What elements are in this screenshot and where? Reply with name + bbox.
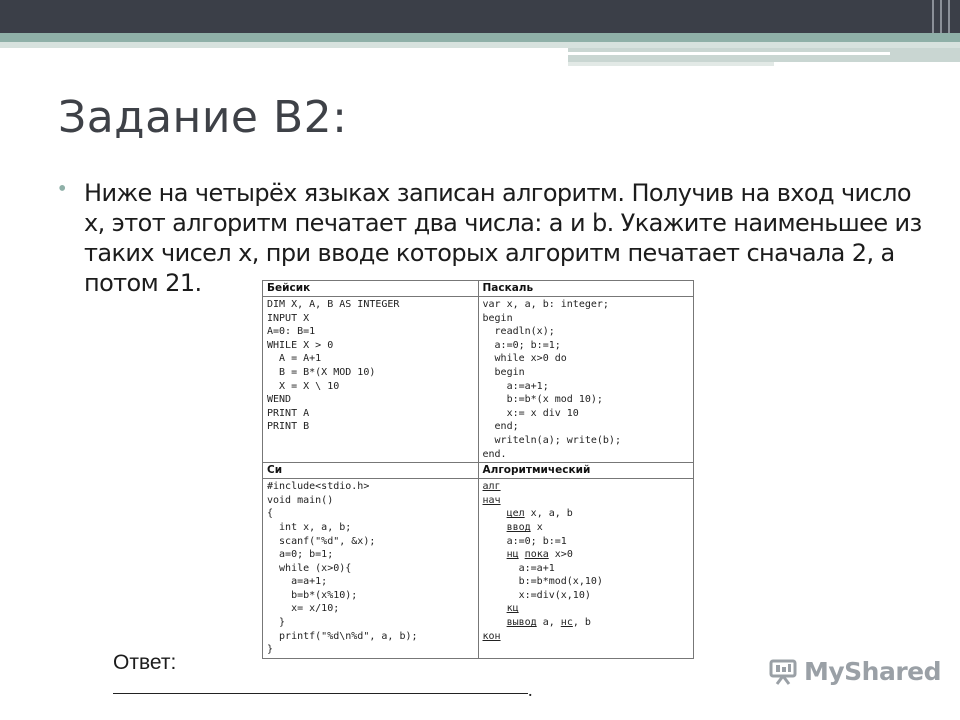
algo-keyword: нач xyxy=(482,494,501,506)
algo-text: b:=b*mod(x,10) xyxy=(518,576,603,588)
code-pascal: var x, a, b: integer; begin readln(x); a:=0; b:=1; while x>0 do begin a:=a+1; b:=b*(x mod 10); x:= x div 10 end; writeln(a); write(b); end. xyxy=(482,299,621,460)
header-bar xyxy=(0,0,960,33)
header-algorithmic: Алгоритмический xyxy=(478,463,694,479)
algo-keyword: алг xyxy=(482,481,501,493)
algo-text: x xyxy=(530,521,543,533)
paragraph-line: таких чисел x, при вводе которых алгоритм печатает сначала 2, а xyxy=(84,239,895,267)
code-c: #include<stdio.h> void main() { int x, a, b; scanf("%d", &x); a=0; b=1; while (x>0){ a=a+1; b=b*(x%10); x= x/10; } printf("%d\n%d", a, b); } xyxy=(267,481,418,656)
watermark-text: MyShared xyxy=(804,656,942,686)
cell-pascal xyxy=(478,297,694,463)
decorative-line xyxy=(940,0,942,33)
code-table xyxy=(262,280,694,659)
paragraph-line: x, этот алгоритм печатает два числа: a и b. Укажите наименьшее из xyxy=(84,209,922,237)
header-pascal: Паскаль xyxy=(478,281,694,297)
watermark-logo xyxy=(768,656,941,686)
algo-keyword: нс xyxy=(560,617,573,629)
algo-keyword: кон xyxy=(482,630,501,642)
algo-keyword: нц xyxy=(506,549,519,561)
algo-text: x>0 xyxy=(548,549,573,561)
algo-keyword: вывод xyxy=(506,617,537,629)
algo-text: x, a, b xyxy=(524,508,573,520)
cell-basic xyxy=(263,297,479,463)
decorative-line xyxy=(932,0,934,33)
code-algorithmic xyxy=(483,480,690,643)
header-stripe xyxy=(0,33,960,42)
answer-terminator: . xyxy=(528,680,533,700)
header-c: Си xyxy=(263,463,479,479)
slide-title: Задание B2: xyxy=(58,92,348,143)
paragraph-line: Ниже на четырёх языках записан алгоритм. Получив на вход число xyxy=(84,179,911,207)
header-accent-line xyxy=(568,52,890,55)
algo-keyword: ввод xyxy=(506,521,531,533)
cell-algorithmic xyxy=(478,479,694,659)
header-accent-block xyxy=(568,48,960,62)
presentation-screen-icon xyxy=(768,656,798,686)
algo-keyword: цел xyxy=(506,508,525,520)
algo-text: , b xyxy=(572,617,591,629)
algo-text: x:=div(x,10) xyxy=(518,589,591,601)
algo-keyword: пока xyxy=(524,549,549,561)
header-accent-block-small xyxy=(568,62,774,66)
header-basic: Бейсик xyxy=(263,281,479,297)
algo-text: a:=0; b:=1 xyxy=(506,535,567,547)
algo-text: a:=a+1 xyxy=(518,562,555,574)
cell-c xyxy=(263,479,479,659)
algo-keyword: кц xyxy=(506,603,519,615)
bullet-icon: • xyxy=(58,176,67,202)
algo-text: a, xyxy=(536,617,561,629)
answer-blank-line xyxy=(113,693,528,694)
answer-label: Ответ: xyxy=(113,651,177,674)
code-basic: DIM X, A, B AS INTEGER INPUT X A=0: B=1 WHILE X > 0 A = A+1 B = B*(X MOD 10) X = X \ 10 WEND PRINT A PRINT B xyxy=(267,299,400,433)
paragraph-line: потом 21. xyxy=(84,269,202,297)
decorative-line xyxy=(948,0,950,33)
